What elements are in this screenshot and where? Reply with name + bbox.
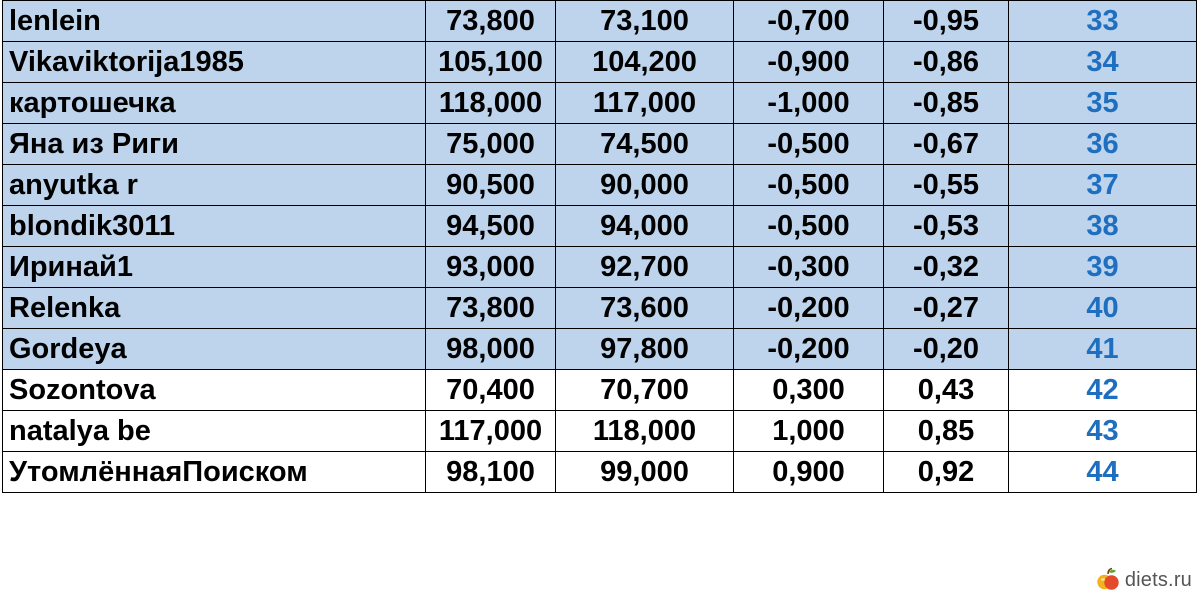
rank-number: 39 (1009, 247, 1197, 288)
current-weight: 97,800 (556, 329, 734, 370)
rank-number: 41 (1009, 329, 1197, 370)
table-row (3, 247, 1197, 288)
table-row (3, 1, 1197, 42)
current-weight: 73,600 (556, 288, 734, 329)
table-row (3, 370, 1197, 411)
start-weight: 90,500 (426, 165, 556, 206)
start-weight: 93,000 (426, 247, 556, 288)
start-weight: 118,000 (426, 83, 556, 124)
table-row (3, 411, 1197, 452)
site-watermark (1095, 567, 1192, 593)
current-weight: 90,000 (556, 165, 734, 206)
percent-change: -0,32 (884, 247, 1009, 288)
current-weight: 73,100 (556, 1, 734, 42)
watermark-text: diets.ru (1124, 568, 1192, 591)
current-weight: 92,700 (556, 247, 734, 288)
percent-change: -0,86 (884, 42, 1009, 83)
participant-name: УтомлённаяПоиском (3, 452, 426, 493)
start-weight: 75,000 (426, 124, 556, 165)
participant-name: Gordeya (3, 329, 426, 370)
percent-change: 0,43 (884, 370, 1009, 411)
current-weight: 118,000 (556, 411, 734, 452)
current-weight: 94,000 (556, 206, 734, 247)
weight-difference: -0,200 (734, 329, 884, 370)
current-weight: 104,200 (556, 42, 734, 83)
participant-name: lenlein (3, 1, 426, 42)
weight-difference: -0,700 (734, 1, 884, 42)
participant-name: Иринай1 (3, 247, 426, 288)
weight-difference: -0,200 (734, 288, 884, 329)
percent-change: -0,55 (884, 165, 1009, 206)
rank-number: 43 (1009, 411, 1197, 452)
table-row (3, 124, 1197, 165)
percent-change: -0,85 (884, 83, 1009, 124)
rank-number: 35 (1009, 83, 1197, 124)
table-row (3, 288, 1197, 329)
percent-change: -0,67 (884, 124, 1009, 165)
participant-name: natalya be (3, 411, 426, 452)
percent-change: 0,92 (884, 452, 1009, 493)
current-weight: 117,000 (556, 83, 734, 124)
participant-name: картошечка (3, 83, 426, 124)
rank-number: 42 (1009, 370, 1197, 411)
start-weight: 117,000 (426, 411, 556, 452)
start-weight: 70,400 (426, 370, 556, 411)
participant-name: anyutka r (3, 165, 426, 206)
apple-logo-icon (1095, 567, 1121, 593)
table-row (3, 452, 1197, 493)
weight-difference: 1,000 (734, 411, 884, 452)
weight-difference: -0,500 (734, 124, 884, 165)
weight-table-body (3, 1, 1197, 493)
start-weight: 73,800 (426, 1, 556, 42)
rank-number: 38 (1009, 206, 1197, 247)
current-weight: 99,000 (556, 452, 734, 493)
weight-table (2, 0, 1197, 493)
current-weight: 70,700 (556, 370, 734, 411)
table-row (3, 329, 1197, 370)
participant-name: Vikaviktorija1985 (3, 42, 426, 83)
rank-number: 37 (1009, 165, 1197, 206)
participant-name: Яна из Риги (3, 124, 426, 165)
participant-name: blondik3011 (3, 206, 426, 247)
weight-difference: -0,500 (734, 206, 884, 247)
percent-change: -0,53 (884, 206, 1009, 247)
table-row (3, 42, 1197, 83)
start-weight: 94,500 (426, 206, 556, 247)
table-row (3, 165, 1197, 206)
start-weight: 73,800 (426, 288, 556, 329)
start-weight: 98,000 (426, 329, 556, 370)
current-weight: 74,500 (556, 124, 734, 165)
participant-name: Sozontova (3, 370, 426, 411)
weight-difference: -0,900 (734, 42, 884, 83)
rank-number: 40 (1009, 288, 1197, 329)
start-weight: 98,100 (426, 452, 556, 493)
rank-number: 36 (1009, 124, 1197, 165)
weight-difference: -0,500 (734, 165, 884, 206)
weight-difference: -0,300 (734, 247, 884, 288)
weight-difference: -1,000 (734, 83, 884, 124)
percent-change: -0,20 (884, 329, 1009, 370)
rank-number: 33 (1009, 1, 1197, 42)
rank-number: 44 (1009, 452, 1197, 493)
weight-difference: 0,900 (734, 452, 884, 493)
table-row (3, 83, 1197, 124)
weight-difference: 0,300 (734, 370, 884, 411)
percent-change: -0,27 (884, 288, 1009, 329)
start-weight: 105,100 (426, 42, 556, 83)
percent-change: -0,95 (884, 1, 1009, 42)
percent-change: 0,85 (884, 411, 1009, 452)
participant-name: Relenka (3, 288, 426, 329)
table-row (3, 206, 1197, 247)
rank-number: 34 (1009, 42, 1197, 83)
